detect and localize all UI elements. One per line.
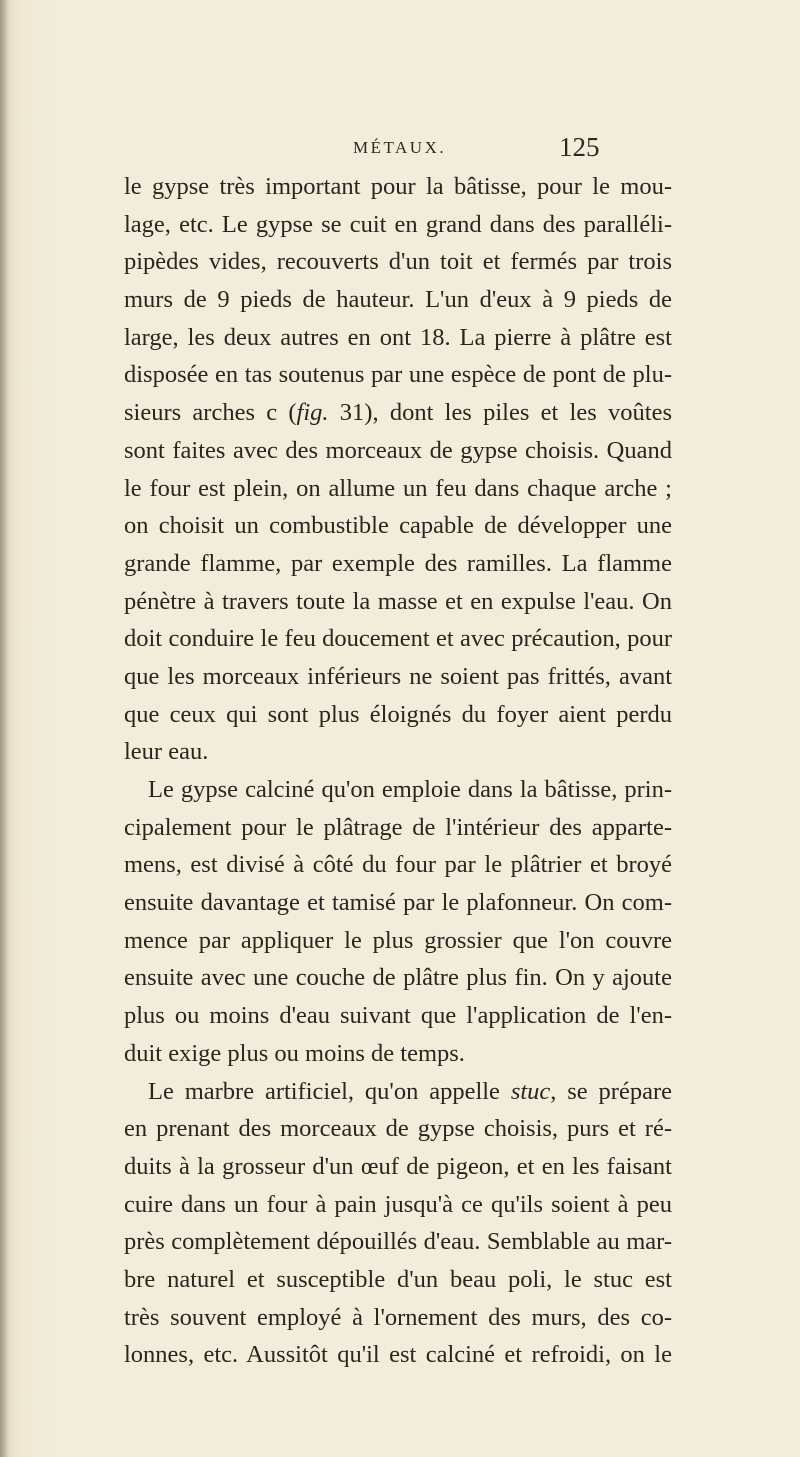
text-line: sont faites avec des morceaux de gypse choisis. Quand <box>124 436 672 464</box>
text-line: en prenant des morceaux de gypse choisis, purs et ré- <box>124 1115 672 1143</box>
text-line: que les morceaux inférieurs ne soient pas frittés, avant <box>124 662 672 690</box>
running-head <box>0 132 800 172</box>
text-line: grande flamme, par exemple des ramilles. La flamme <box>124 549 672 577</box>
text-line: large, les deux autres en ont 18. La pierre à plâtre est <box>124 323 672 351</box>
text-line: mence par appliquer le plus grossier que l'on couvre <box>124 926 672 954</box>
text-line: duits à la grosseur d'un œuf de pigeon, et en les faisant <box>124 1152 672 1180</box>
text-line: cipalement pour le plâtrage de l'intérieur des apparte- <box>124 813 672 841</box>
text-line: lage, etc. Le gypse se cuit en grand dans des paralléli- <box>124 210 672 238</box>
text-line: près complètement dépouillés d'eau. Semblable au mar- <box>124 1228 672 1256</box>
text-line: leur eau. <box>124 738 209 766</box>
running-title: MÉTAUX. <box>353 138 447 157</box>
text-line: plus ou moins d'eau suivant que l'application de l'en- <box>124 1002 672 1030</box>
text-line: pénètre à travers toute la masse et en expulse l'eau. On <box>124 587 672 615</box>
text-line: murs de 9 pieds de hauteur. L'un d'eux à 9 pieds de <box>124 286 672 314</box>
text-line: ensuite avec une couche de plâtre plus fin. On y ajoute <box>124 964 672 992</box>
text-line: sieurs arches c (fig. 31), dont les piles et les voûtes <box>124 399 672 427</box>
paragraph-first-line: Le marbre artificiel, qu'on appelle stuc, se prépare <box>148 1077 672 1105</box>
text-line: mens, est divisé à côté du four par le plâtrier et broyé <box>124 851 672 879</box>
body-text <box>124 168 672 1374</box>
text-line: duit exige plus ou moins de temps. <box>124 1039 465 1067</box>
text-line: cuire dans un four à pain jusqu'à ce qu'ils soient à peu <box>124 1190 672 1218</box>
spine-shadow <box>0 0 10 1457</box>
text-line: le four est plein, on allume un feu dans chaque arche ; <box>124 474 672 502</box>
text-line: que ceux qui sont plus éloignés du foyer aient perdu <box>124 700 672 728</box>
paragraph-first-line: Le gypse calciné qu'on emploie dans la bâtisse, prin- <box>148 776 672 803</box>
text-line: doit conduire le feu doucement et avec précaution, pour <box>124 625 672 653</box>
text-line: lonnes, etc. Aussitôt qu'il est calciné et refroidi, on le <box>124 1341 672 1369</box>
text-line: ensuite davantage et tamisé par le plafonneur. On com- <box>124 889 672 917</box>
text-line: disposée en tas soutenus par une espèce de pont de plu- <box>124 361 672 389</box>
text-line: le gypse très important pour la bâtisse, pour le mou- <box>124 173 672 200</box>
text-line: on choisit un combustible capable de développer une <box>124 512 672 540</box>
text-line: bre naturel et susceptible d'un beau poli, le stuc est <box>124 1265 672 1293</box>
text-line: très souvent employé à l'ornement des murs, des co- <box>124 1303 672 1331</box>
page-number: 125 <box>559 132 600 162</box>
text-line: pipèdes vides, recouverts d'un toit et fermés par trois <box>124 248 672 276</box>
